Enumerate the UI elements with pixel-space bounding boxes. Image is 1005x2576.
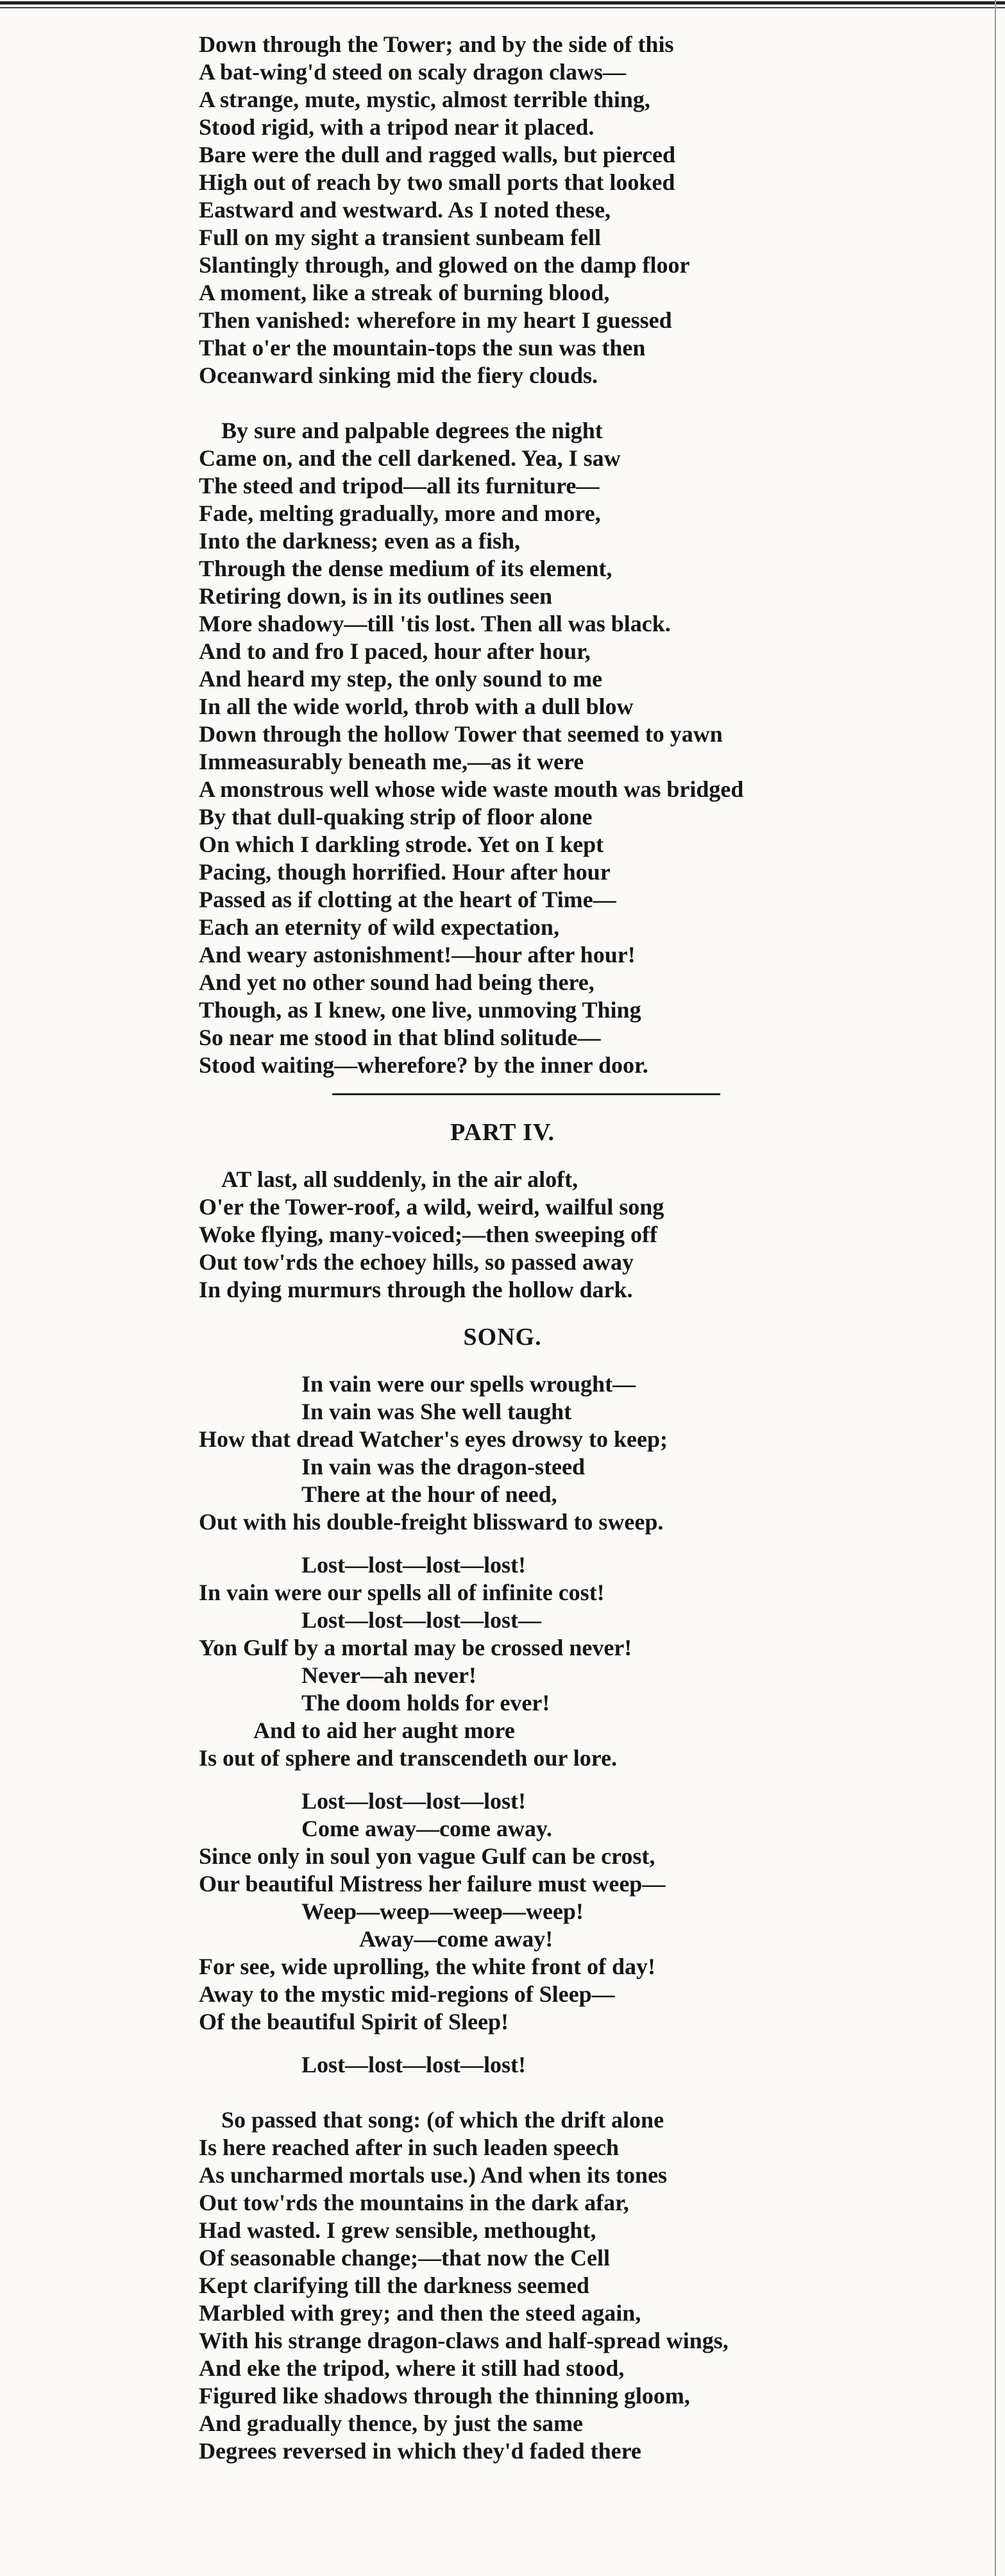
poem-line: Degrees reversed in which they'd faded there bbox=[199, 2438, 641, 2464]
poem-line: That o'er the mountain-tops the sun was then bbox=[199, 335, 646, 361]
poem-line: For see, wide uprolling, the white front of day! bbox=[199, 1954, 655, 1979]
heading-gap bbox=[0, 1150, 1005, 1166]
poem-line: Bare were the dull and ragged walls, but pierced bbox=[199, 142, 676, 167]
final-stanza bbox=[0, 2106, 1005, 2465]
poem-line: Weep—weep—weep—weep! bbox=[301, 1898, 584, 1924]
poem-line: Lost—lost—lost—lost! bbox=[301, 2052, 526, 2077]
poem-line: Away—come away! bbox=[359, 1926, 553, 1952]
poem-line: On which I darkling strode. Yet on I kept bbox=[199, 832, 604, 857]
poem-line: Immeasurably beneath me,—as it were bbox=[199, 749, 584, 774]
poem-line: Lost—lost—lost—lost— bbox=[301, 1607, 542, 1633]
stanza-2 bbox=[0, 417, 1005, 1079]
poem-line: Out tow'rds the echoey hills, so passed away bbox=[199, 1249, 634, 1275]
poem-line: So passed that song: (of which the drift alone bbox=[221, 2107, 664, 2133]
poem-line: In all the wide world, throb with a dull blow bbox=[199, 694, 634, 719]
poem-line: In vain were our spells all of infinite cost! bbox=[199, 1580, 605, 1605]
poem-line: Retiring down, is in its outlines seen bbox=[199, 583, 553, 609]
part-stanza bbox=[0, 1166, 1005, 1304]
poem-line: Yon Gulf by a mortal may be crossed never! bbox=[199, 1635, 632, 1660]
song-stanza-1 bbox=[0, 1370, 1005, 1536]
poem-line: And eke the tripod, where it still had stood, bbox=[199, 2355, 625, 2381]
poem-line: Stood rigid, with a tripod near it placed. bbox=[199, 114, 595, 140]
stanza-gap bbox=[0, 1304, 1005, 1319]
poem-line: Down through the Tower; and by the side of this bbox=[199, 31, 674, 57]
heading-gap bbox=[0, 1355, 1005, 1370]
poem-line: And gradually thence, by just the same bbox=[199, 2410, 584, 2436]
poem-line: In dying murmurs through the hollow dark. bbox=[199, 1277, 633, 1302]
poem-line: Lost—lost—lost—lost! bbox=[301, 1788, 526, 1814]
poem-line: How that dread Watcher's eyes drowsy to keep; bbox=[199, 1426, 668, 1452]
poem-line: Of seasonable change;—that now the Cell bbox=[199, 2245, 610, 2271]
poem-line: Of the beautiful Spirit of Sleep! bbox=[199, 2009, 509, 2034]
poem-line: In vain were our spells wrought— bbox=[301, 1371, 636, 1397]
poem-column bbox=[0, 31, 1005, 2465]
poem-line: Is here reached after in such leaden speech bbox=[199, 2135, 619, 2160]
poem-line: A moment, like a streak of burning blood, bbox=[199, 280, 610, 305]
section-divider bbox=[332, 1093, 720, 1095]
poem-line: So near me stood in that blind solitude— bbox=[199, 1025, 601, 1050]
poem-line: A bat-wing'd steed on scaly dragon claws— bbox=[199, 59, 627, 85]
poem-line: A monstrous well whose wide waste mouth was bridged bbox=[199, 776, 744, 802]
poem-line: Come away—come away. bbox=[301, 1816, 552, 1841]
poem-line: Then vanished: wherefore in my heart I guessed bbox=[199, 307, 672, 333]
poem-line: Woke flying, many-voiced;—then sweeping off bbox=[199, 1222, 657, 1247]
song-heading: SONG. bbox=[463, 1324, 542, 1351]
poem-line: Kept clarifying till the darkness seemed bbox=[199, 2273, 589, 2298]
poem-line: Eastward and westward. As I noted these, bbox=[199, 197, 611, 223]
stanza-gap bbox=[0, 389, 1005, 417]
poem-line: Slantingly through, and glowed on the damp floor bbox=[199, 252, 690, 278]
poem-line: More shadowy—till 'tis lost. Then all was black. bbox=[199, 611, 671, 636]
poem-line: In vain was She well taught bbox=[301, 1399, 572, 1424]
poem-line: Through the dense medium of its element, bbox=[199, 556, 612, 581]
top-border-rule bbox=[0, 1, 1005, 4]
poem-line: Lost—lost—lost—lost! bbox=[301, 1552, 526, 1578]
poem-line: Full on my sight a transient sunbeam fell bbox=[199, 225, 602, 250]
poem-line: By sure and palpable degrees the night bbox=[221, 418, 603, 443]
poem-line: Fade, melting gradually, more and more, bbox=[199, 500, 601, 526]
poem-line: And heard my step, the only sound to me bbox=[199, 666, 603, 692]
poem-line: The steed and tripod—all its furniture— bbox=[199, 473, 600, 499]
poem-line: Passed as if clotting at the heart of Time— bbox=[199, 887, 616, 912]
poem-line: High out of reach by two small ports that looked bbox=[199, 169, 675, 195]
poem-line: In vain was the dragon-steed bbox=[301, 1454, 586, 1480]
poem-line: Since only in soul yon vague Gulf can be crost, bbox=[199, 1843, 655, 1869]
poem-line: With his strange dragon-claws and half-spread wings, bbox=[199, 2328, 729, 2353]
poem-line: Away to the mystic mid-regions of Sleep— bbox=[199, 1981, 615, 2007]
poem-line: And to and fro I paced, hour after hour, bbox=[199, 638, 591, 664]
poem-line: Never—ah never! bbox=[301, 1662, 477, 1688]
poem-line: And to aid her aught more bbox=[253, 1718, 515, 1743]
poem-line: AT last, all suddenly, in the air aloft, bbox=[221, 1166, 579, 1192]
top-border-rule-thin bbox=[0, 7, 1005, 8]
poem-line: Came on, and the cell darkened. Yea, I saw bbox=[199, 445, 621, 471]
poem-line: The doom holds for ever! bbox=[301, 1690, 550, 1716]
poem-line: Marbled with grey; and then the steed again, bbox=[199, 2300, 641, 2326]
stanza-gap bbox=[0, 2079, 1005, 2106]
song-stanza-3 bbox=[0, 1787, 1005, 2079]
poem-line: And yet no other sound had being there, bbox=[199, 969, 595, 995]
poem-line: Oceanward sinking mid the fiery clouds. bbox=[199, 363, 598, 388]
poem-line: As uncharmed mortals use.) And when its tones bbox=[199, 2162, 668, 2188]
stanza-gap bbox=[0, 1772, 1005, 1787]
poem-line: Had wasted. I grew sensible, methought, bbox=[199, 2217, 596, 2243]
stanza-gap bbox=[0, 2036, 1005, 2051]
poem-line: Is out of sphere and transcendeth our lore. bbox=[199, 1745, 618, 1771]
stanza-1 bbox=[0, 31, 1005, 389]
poem-line: Down through the hollow Tower that seemed to yawn bbox=[199, 721, 723, 747]
stanza-gap bbox=[0, 1536, 1005, 1551]
part-heading: PART IV. bbox=[450, 1119, 555, 1146]
poem-line: Out tow'rds the mountains in the dark afar, bbox=[199, 2190, 629, 2215]
poem-line: By that dull-quaking strip of floor alone bbox=[199, 804, 593, 830]
poem-line: Figured like shadows through the thinning gloom, bbox=[199, 2383, 690, 2409]
poem-line: Each an eternity of wild expectation, bbox=[199, 914, 559, 940]
poem-line: Though, as I knew, one live, unmoving Thing bbox=[199, 997, 641, 1023]
song-stanza-2 bbox=[0, 1551, 1005, 1772]
poem-line: Stood waiting—wherefore? by the inner door. bbox=[199, 1052, 648, 1078]
poem-line: O'er the Tower-roof, a wild, weird, wailful song bbox=[199, 1194, 664, 1220]
poem-line: Into the darkness; even as a fish, bbox=[199, 528, 521, 554]
poem-line: Pacing, though horrified. Hour after hour bbox=[199, 859, 611, 885]
poem-line: There at the hour of need, bbox=[301, 1481, 557, 1507]
poem-line: Out with his double-freight blissward to sweep. bbox=[199, 1509, 664, 1535]
poem-line: A strange, mute, mystic, almost terrible thing, bbox=[199, 87, 650, 112]
poem-line: And weary astonishment!—hour after hour! bbox=[199, 942, 636, 968]
poem-line: Our beautiful Mistress her failure must weep— bbox=[199, 1871, 666, 1897]
